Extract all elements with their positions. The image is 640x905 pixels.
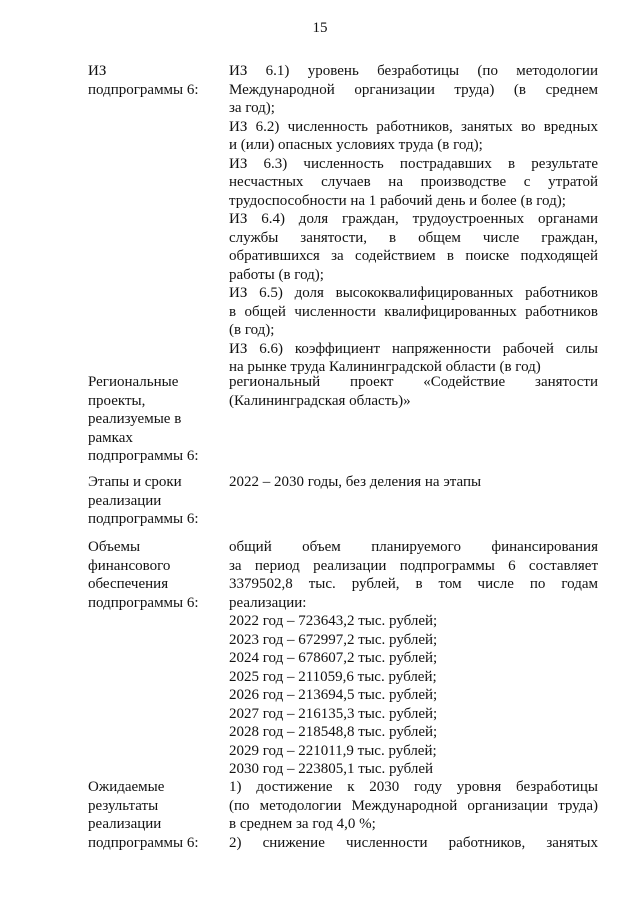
text-line: 2) снижение численности работников, занятых xyxy=(229,834,598,851)
text-line: общий объем планируемого финансирования xyxy=(229,539,598,555)
text-line: ИЗ 6.2) численность работников, занятых во вредных xyxy=(229,118,598,135)
label-line: реализуемые в xyxy=(88,411,182,427)
text-line: обратившихся за содействием в поиске подходящей xyxy=(229,248,598,264)
text-line: (в год); xyxy=(229,322,275,338)
text-line: несчастных случаев на производстве с утратой xyxy=(229,174,598,190)
indicator-6-6 xyxy=(229,340,598,377)
label-line: подпрограммы 6: xyxy=(88,81,199,98)
row-label-expected-results xyxy=(88,778,212,852)
label-line: Объемы xyxy=(88,539,141,555)
text-line: реализации: xyxy=(229,594,307,611)
funding-year-item: 2026 год – 213694,5 тыс. рублей; xyxy=(229,687,438,703)
row-content-expected-results xyxy=(229,778,598,852)
funding-intro xyxy=(229,538,598,612)
row-content-stages xyxy=(229,473,598,492)
label-line: подпрограммы 6: xyxy=(88,834,199,851)
row-label-indicators xyxy=(88,62,212,99)
label-line: ИЗ xyxy=(88,63,107,79)
text-line: ИЗ 6.3) численность пострадавших в результате xyxy=(229,155,598,172)
indicator-6-3 xyxy=(229,155,598,211)
text-line: за год); xyxy=(229,100,275,116)
text-line: в общей численности квалифицированных работников xyxy=(229,303,598,320)
row-label-stages xyxy=(88,473,212,529)
label-line: реализации xyxy=(88,492,162,509)
funding-year-item: 2028 год – 218548,8 тыс. рублей; xyxy=(229,724,438,740)
row-content-regional-projects xyxy=(229,373,598,410)
funding-by-year-list xyxy=(229,612,598,779)
text-line: ИЗ 6.6) коэффициент напряженности рабочей силы xyxy=(229,340,598,357)
indicator-6-2 xyxy=(229,118,598,155)
row-label-regional-projects xyxy=(88,373,212,466)
text-line: и (или) опасных условиях труда (в год); xyxy=(229,137,483,153)
label-line: Региональные xyxy=(88,374,179,390)
indicator-6-5 xyxy=(229,284,598,340)
text-line: (по методологии Международной организации труда) xyxy=(229,797,598,814)
label-line: обеспечения xyxy=(88,576,169,592)
label-line: подпрограммы 6: xyxy=(88,511,199,527)
row-content-funding xyxy=(229,538,598,779)
funding-year-item: 2025 год – 211059,6 тыс. рублей; xyxy=(229,668,437,685)
label-line: проекты, xyxy=(88,392,146,409)
text-line: работы (в год); xyxy=(229,266,324,283)
text-line: на рынке труда Калининградской области (в год) xyxy=(229,359,541,375)
funding-year-item: 2027 год – 216135,3 тыс. рублей; xyxy=(229,705,438,722)
funding-year-item: 2030 год – 223805,1 тыс. рублей xyxy=(229,761,434,777)
text-line: ИЗ 6.1) уровень безработицы (по методологии xyxy=(229,63,598,79)
text-line: Международной организации труда) (в среднем xyxy=(229,81,598,98)
row-label-funding xyxy=(88,538,212,612)
indicator-6-4 xyxy=(229,210,598,284)
text-line: 3379502,8 тыс. рублей, в том числе по годам xyxy=(229,576,598,592)
label-line: финансового xyxy=(88,557,171,574)
text-line: (Калининградская область)» xyxy=(229,392,411,409)
label-line: Ожидаемые xyxy=(88,779,165,795)
page-number: 15 xyxy=(312,20,328,36)
funding-year-item: 2023 год – 672997,2 тыс. рублей; xyxy=(229,631,438,648)
text-line: 2022 – 2030 годы, без деления на этапы xyxy=(229,474,482,490)
text-line: ИЗ 6.5) доля высококвалифицированных работников xyxy=(229,285,598,301)
label-line: результаты xyxy=(88,797,159,814)
text-line: трудоспособности на 1 рабочий день и более (в год); xyxy=(229,192,566,209)
text-line: ИЗ 6.4) доля граждан, трудоустроенных органами xyxy=(229,211,598,227)
text-line: за период реализации подпрограммы 6 составляет xyxy=(229,557,598,574)
label-line: подпрограммы 6: xyxy=(88,594,199,611)
text-line: службы занятости, в общем числе граждан, xyxy=(229,229,598,246)
label-line: подпрограммы 6: xyxy=(88,448,199,464)
label-line: Этапы и сроки xyxy=(88,474,182,490)
text-line: в среднем за год 4,0 %; xyxy=(229,816,376,832)
text-line: 1) достижение к 2030 году уровня безработицы xyxy=(229,779,598,795)
funding-year-item: 2029 год – 221011,9 тыс. рублей; xyxy=(229,742,437,759)
indicator-6-1 xyxy=(229,62,598,118)
label-line: рамках xyxy=(88,429,133,446)
funding-year-item: 2022 год – 723643,2 тыс. рублей; xyxy=(229,613,438,629)
funding-year-item: 2024 год – 678607,2 тыс. рублей; xyxy=(229,650,438,666)
text-line: региональный проект «Содействие занятости xyxy=(229,374,598,390)
label-line: реализации xyxy=(88,816,162,832)
row-content-indicators xyxy=(229,62,598,377)
